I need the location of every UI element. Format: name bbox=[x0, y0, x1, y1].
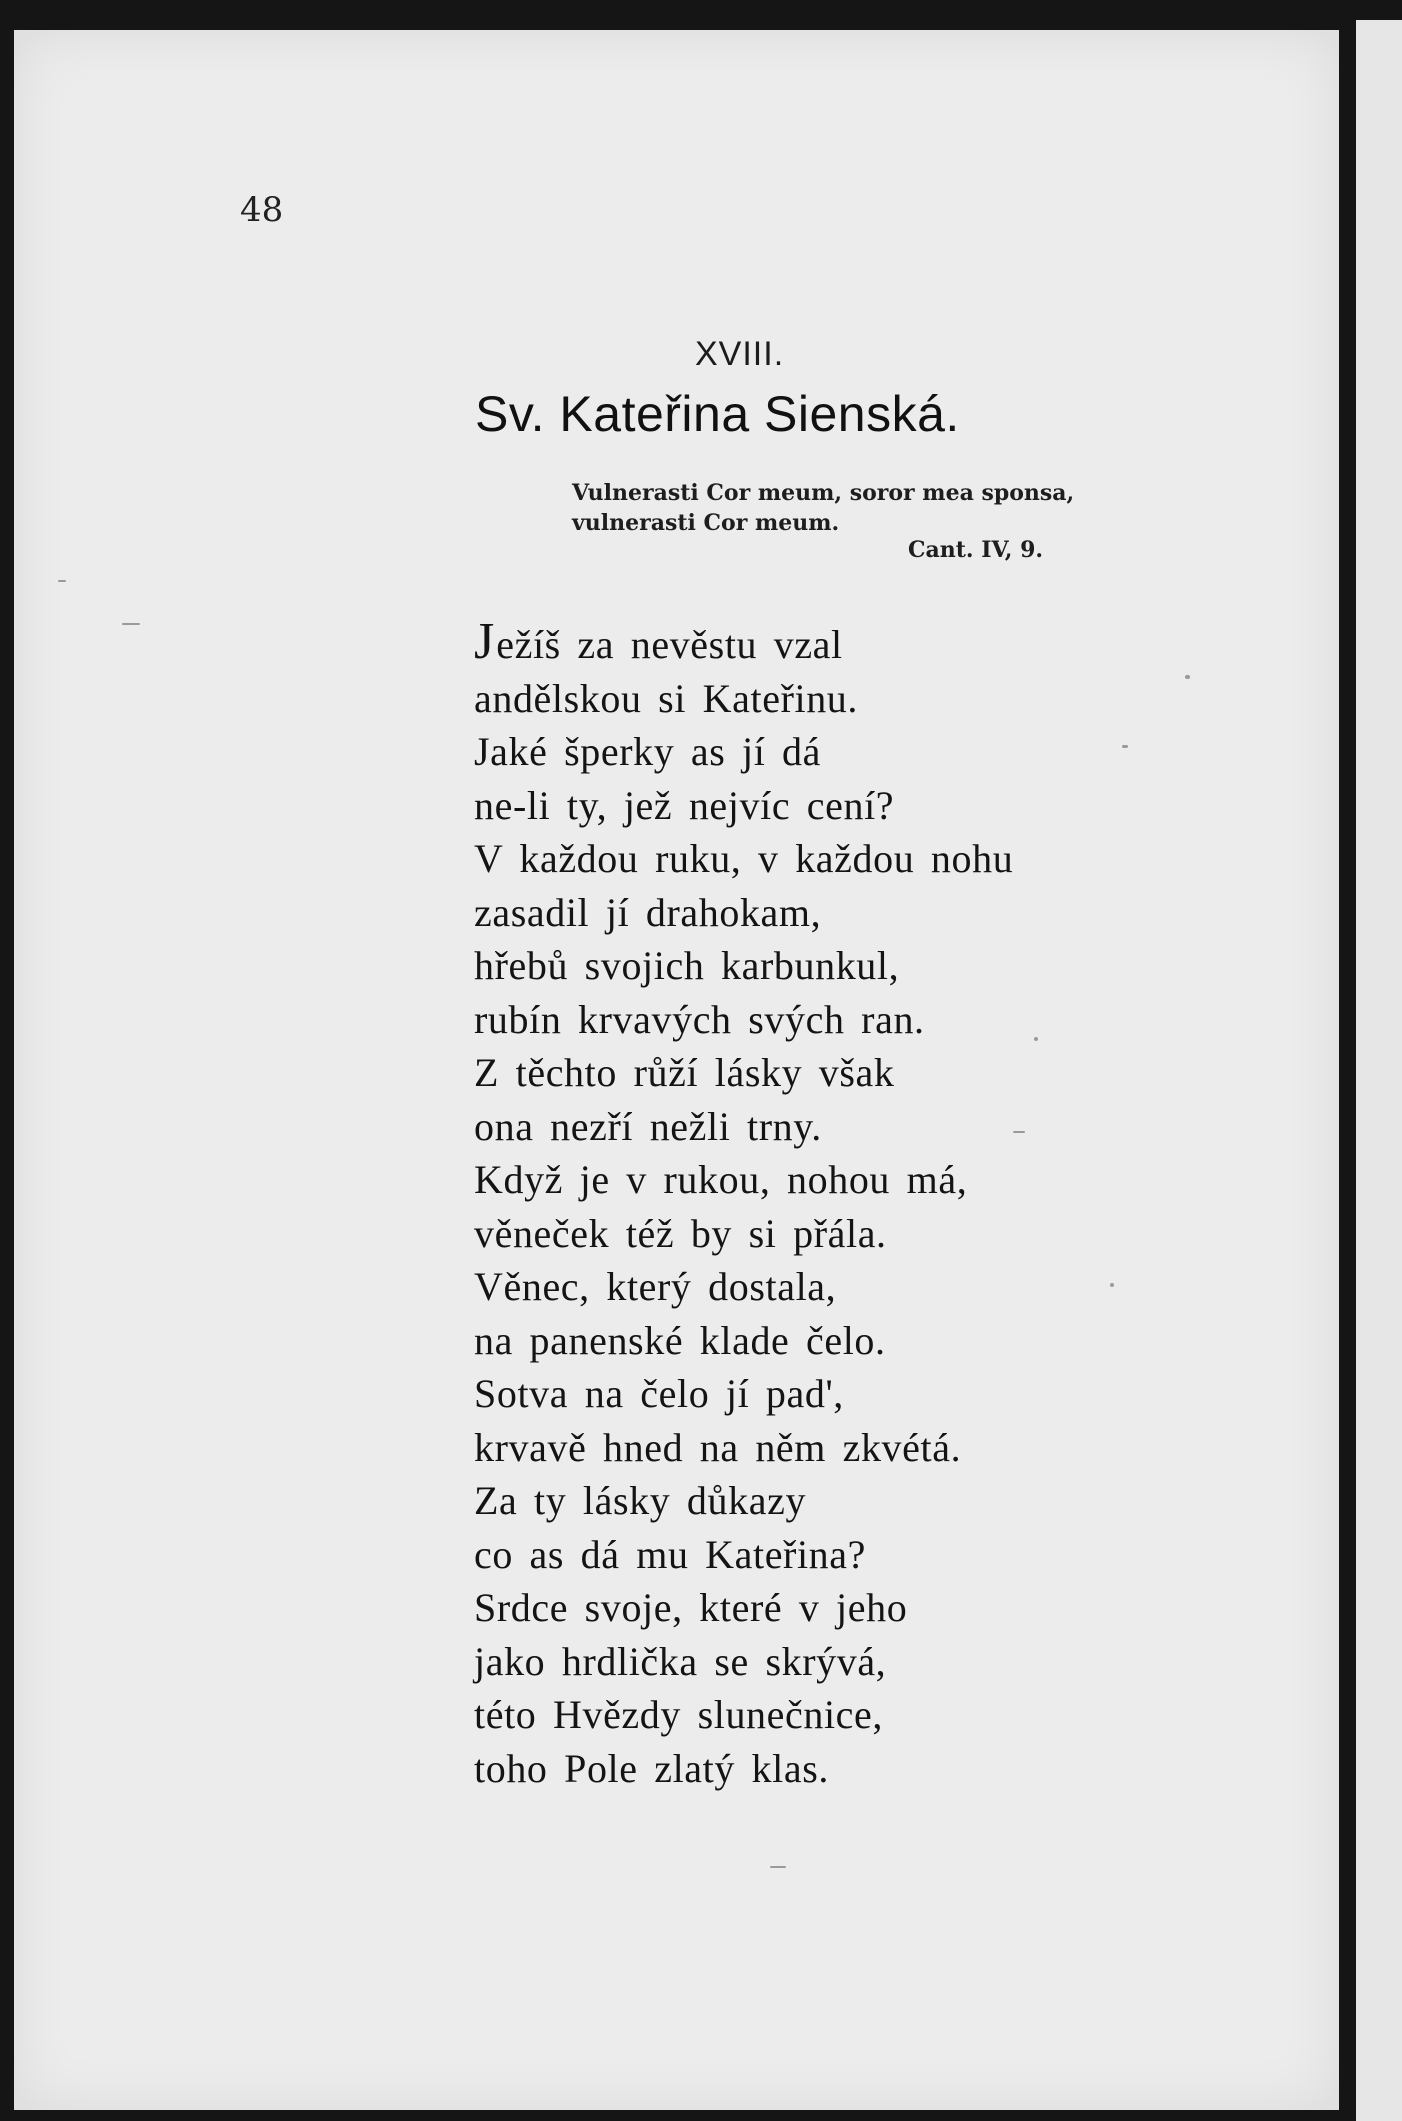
epigraph-source: Cant. IV, 9. bbox=[908, 537, 1044, 563]
poem-line: krvavě hned na něm zkvétá. bbox=[474, 1424, 962, 1470]
poem-line: Jaké šperky as jí dá bbox=[474, 729, 822, 774]
poem-line: zasadil jí drahokam, bbox=[474, 889, 822, 935]
page-number: 48 bbox=[240, 190, 284, 230]
poem-title: Sv. Kateřina Sienská. bbox=[475, 386, 960, 442]
poem-line: rubín krvavých svých ran. bbox=[474, 996, 925, 1042]
adjacent-page-edge bbox=[1356, 20, 1402, 2121]
scan-speck bbox=[770, 1866, 786, 1868]
scan-speck bbox=[1185, 675, 1190, 679]
poem-line: Když je v rukou, nohou má, bbox=[474, 1157, 968, 1202]
poem-body bbox=[474, 613, 1014, 1795]
scan-speck bbox=[1110, 1283, 1114, 1287]
first-line-text: ežíš za nevěstu vzal bbox=[496, 622, 843, 667]
poem-line-first bbox=[474, 613, 1013, 672]
drop-cap: J bbox=[474, 613, 497, 670]
scan-speck bbox=[1034, 1037, 1038, 1041]
poem-line: Věnec, který dostala, bbox=[474, 1264, 837, 1309]
poem-line: jako hrdlička se skrývá, bbox=[474, 1638, 887, 1684]
epigraph-line: Vulnerasti Cor meum, soror mea sponsa, bbox=[572, 480, 1075, 506]
scan-speck bbox=[58, 580, 66, 582]
chapter-numeral: XVIII. bbox=[695, 335, 785, 373]
poem-line: Sotva na čelo jí pad', bbox=[474, 1371, 844, 1416]
poem-line: V každou ruku, v každou nohu bbox=[474, 836, 1014, 881]
poem-line: Srdce svoje, které v jeho bbox=[474, 1585, 908, 1630]
poem-line: toho Pole zlatý klas. bbox=[474, 1745, 829, 1791]
poem-line: ona nezří nežli trny. bbox=[474, 1103, 822, 1149]
poem-line: věneček též by si přála. bbox=[474, 1210, 887, 1256]
poem-line: Za ty lásky důkazy bbox=[474, 1478, 807, 1523]
poem-line: Z těchto růží lásky však bbox=[474, 1050, 895, 1095]
scan-speck bbox=[122, 623, 140, 625]
scan-speck bbox=[1122, 745, 1128, 748]
poem-line: andělskou si Kateřinu. bbox=[474, 675, 859, 721]
poem-line: této Hvězdy slunečnice, bbox=[474, 1692, 883, 1737]
poem-line: hřebů svojich karbunkul, bbox=[474, 943, 900, 988]
poem-line: co as dá mu Kateřina? bbox=[474, 1531, 866, 1577]
epigraph-line: vulnerasti Cor meum. bbox=[572, 510, 840, 536]
poem-line: ne-li ty, jež nejvíc cení? bbox=[474, 782, 895, 828]
scan-speck bbox=[1013, 1131, 1025, 1133]
epigraph bbox=[572, 478, 1074, 538]
poem-line: na panenské klade čelo. bbox=[474, 1317, 886, 1363]
